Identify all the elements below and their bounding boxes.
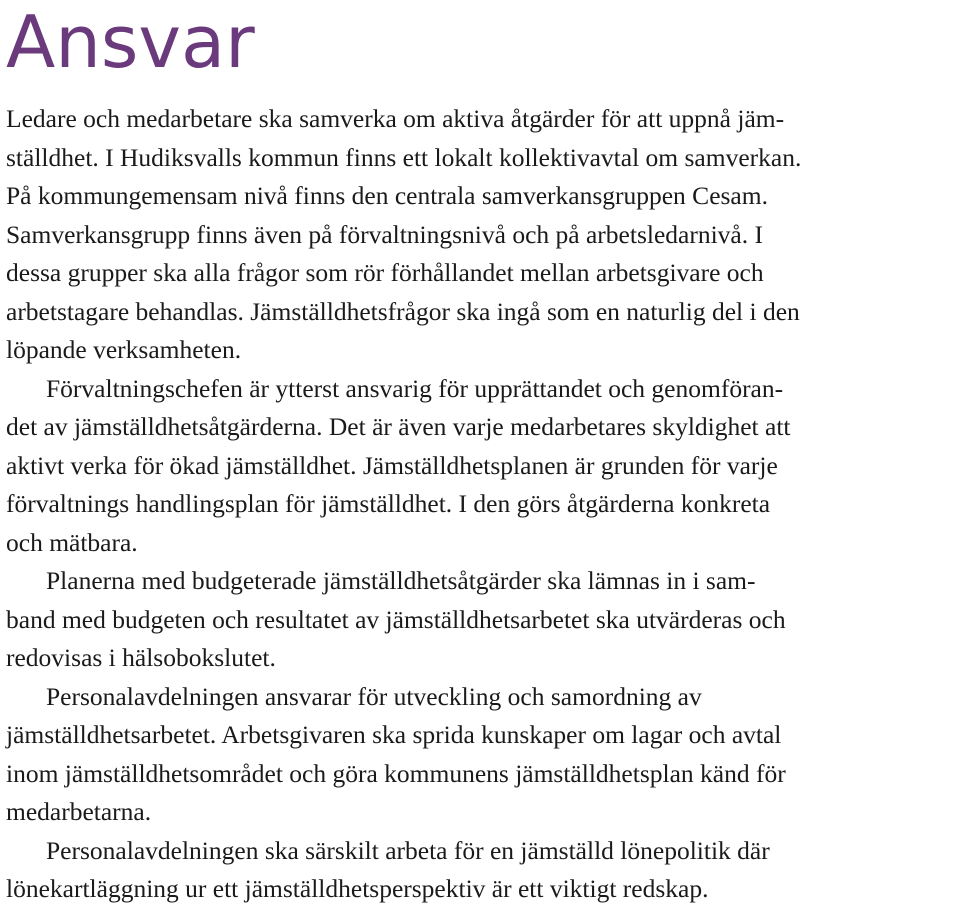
text-line: dessa grupper ska alla frågor som rör förhållandet mellan arbetsgivare och	[6, 258, 764, 287]
document-page	[6, 0, 956, 909]
text-line: band med budgeten och resultatet av jämställdhetsarbetet ska utvärderas och	[6, 604, 786, 634]
body-text	[6, 100, 956, 909]
text-line: Personalavdelningen ansvarar för utveckling och samordning av	[46, 681, 702, 711]
text-line: Planerna med budgeterade jämställdhetsåtgärder ska lämnas in i sam-	[46, 566, 756, 595]
text-line: det av jämställdhetsåtgärderna. Det är även varje medarbetares skyldighet att	[6, 412, 791, 441]
text-line: lönekartläggning ur ett jämställdhetsperspektiv är ett viktigt redskap.	[6, 874, 709, 903]
text-line: Ledare och medarbetare ska samverka om aktiva åtgärder för att uppnå jäm-	[6, 104, 785, 133]
text-line: medarbetarna.	[6, 797, 152, 826]
text-line: jämställdhetsarbetet. Arbetsgivaren ska sprida kunskaper om lagar och avtal	[6, 720, 782, 749]
text-line: På kommungemensam nivå finns den centrala samverkansgruppen Cesam.	[6, 181, 768, 210]
page-title: Ansvar	[6, 0, 255, 84]
text-line: aktivt verka för ökad jämställdhet. Jämställdhetsplanen är grunden för varje	[6, 450, 778, 480]
text-line: Förvaltningschefen är ytterst ansvarig för upprättandet och genomföran-	[46, 373, 784, 403]
text-line: Personalavdelningen ska särskilt arbeta för en jämställd lönepolitik där	[46, 835, 770, 865]
text-line: och mätbara.	[6, 527, 138, 557]
text-line: ställdhet. I Hudiksvalls kommun finns ett lokalt kollektivavtal om samverkan.	[6, 142, 802, 172]
text-line: inom jämställdhetsområdet och göra kommunens jämställdhetsplan känd för	[6, 758, 786, 788]
text-line: förvaltnings handlingsplan för jämställdhet. I den görs åtgärderna konkreta	[6, 489, 771, 518]
text-line: löpande verksamheten.	[6, 335, 242, 364]
text-line: redovisas i hälsobokslutet.	[6, 643, 276, 672]
text-line: arbetstagare behandlas. Jämställdhetsfrågor ska ingå som en naturlig del i den	[6, 296, 800, 326]
text-line: Samverkansgrupp finns även på förvaltningsnivå och på arbetsledarnivå. I	[6, 219, 763, 249]
